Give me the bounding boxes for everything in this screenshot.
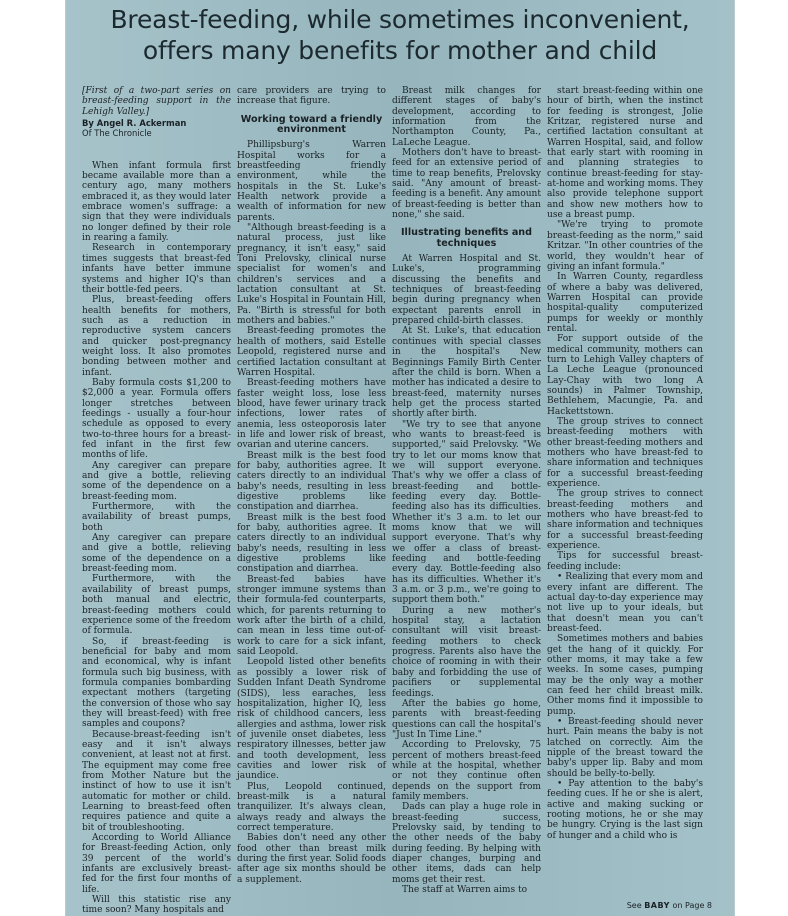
article-paragraph: Furthermore, with the availability of breast pumps, both manual and electric, breast-feeding mothers could experience some of the freedom of formula. <box>82 574 231 637</box>
article-paragraph: Breast-feeding mothers have faster weight loss, lose less blood, have fewer urinary track infections, lower rates of anemia, less osteoporosis later in life and lower risk of breast, ovarian and uterine cancers. <box>237 378 386 451</box>
column-2-body <box>237 140 386 885</box>
article-paragraph: Breast milk is the best food for baby, authorities agree. It caters directly to an individual baby's needs, resulting in less digestive problems like constipation and diarrhea. <box>237 450 386 513</box>
column-4 <box>547 86 703 894</box>
article-paragraph: According to Prelovsky, 75 percent of mothers breast-feed while at the hospital, whether or not they continue often depends on the support from family members. <box>392 740 541 802</box>
article-paragraph: Tips for successful breast-feeding include: <box>547 551 703 572</box>
subhead-benefits-techniques: Illustrating benefits and techniques <box>400 227 533 250</box>
column-1-body <box>82 161 231 916</box>
article-paragraph: Breast-fed babies have stronger immune systems than their formula-fed counterparts, which, for parents returning to work after the birth of a child, can mean in less time out-of-work to care for a sick infant, said Leopold. <box>237 574 386 658</box>
article-paragraph: After the babies go home, parents with breast-feeding questions can call the hospital's "Just In Time Line." <box>392 698 541 740</box>
article-paragraph: The group strives to connect breast-feeding mothers with other breast-feeding mothers and mothers who have breast-fed to share information and techniques for a successful breast-feeding experience. <box>547 417 703 490</box>
headline-line-2: offers many benefits for mother and child <box>142 36 658 65</box>
article-paragraph: Leopold listed other benefits as possibly a lower risk of Sudden Infant Death Syndrome (SIDS), less earaches, less hospitalization, higher IQ, less risk of childhood cancers, less allergies and asthma, lower risk of juvenile onset diabetes, less respiratory illnesses, better jaw and tooth development, less cavities and lower risk of jaundice. <box>237 657 386 782</box>
article-paragraph: Breast milk changes for different stages of baby's development, according to information from the Northampton County, Pa., LaLeche League. <box>392 86 541 148</box>
subhead-friendly-environment: Working toward a friendly environment <box>240 113 383 136</box>
article-paragraph: At Warren Hospital and St. Luke's, programming discussing the benefits and techniques of breast-feeding begin during pregnancy when expectant parents enroll in prepared child-birth classes. <box>392 254 541 327</box>
column-4-body <box>547 86 703 841</box>
article-paragraph: "We're trying to promote breast-feeding as the norm," said Kritzar. "In other countries of the world, they wouldn't hear of giving an infant formula." <box>547 220 703 272</box>
article-paragraph: Sometimes mothers and babies get the hang of it quickly. For other moms, it may take a few weeks. In some cases, pumping may be the only way a mother can feed her child breast milk. Other moms find it impossible to pump. <box>547 634 703 717</box>
article-paragraph: Phillipsburg's Warren Hospital works for a breastfeeding friendly environment, while the hospitals in the St. Luke's Health network provide a wealth of information for new parents. <box>237 140 386 223</box>
article-paragraph: During a new mother's hospital stay, a lactation consultant will visit breast-feeding mothers to check progress. Parents also have the choice of rooming in with their baby and forbidding the use of pacifiers or supplemental feedings. <box>392 605 541 699</box>
article-paragraph: Research in contemporary times suggests that breast-fed infants have better immune systems and higher IQ's than their bottle-fed peers. <box>82 243 231 295</box>
article-paragraph: So, if breast-feeding is beneficial for baby and mom and economical, why is infant formula such big business, with formula companies bombarding expectant mothers (targeting the conversion of those who say they will breast-feed) with free samples and coupons? <box>82 636 231 730</box>
series-intro: [First of a two-part series on breast-feeding support in the Lehigh Valley.] <box>82 86 231 117</box>
column-2 <box>237 86 386 894</box>
article-paragraph: Mothers don't have to breast-feed for an extensive period of time to reap benefits, Prelovsky said. "Any amount of breast-feeding is a benefit. Any amount of breast-feeding is better than none," she said. <box>392 148 541 221</box>
column-3-body <box>392 254 541 895</box>
jump-see: See <box>626 901 642 910</box>
byline-organization: Of The Chronicle <box>82 128 152 139</box>
article-paragraph: Any caregiver can prepare and give a bottle, relieving some of the dependence on a breast-feeding mom. <box>82 460 231 502</box>
article-paragraph: In Warren County, regardless of where a baby was delivered, Warren Hospital can provide hospital-quality computerized pumps for weekly or monthly rental. <box>547 272 703 334</box>
continued-jump-line <box>627 901 712 910</box>
article-paragraph: Plus, breast-feeding offers health benefits for mothers, such as a reduction in reproductive system cancers and quicker post-pregnancy weight loss. It also promotes bonding between mother and infant. <box>82 295 231 378</box>
article-paragraph: • Pay attention to the baby's feeding cues. If he or she is alert, active and making sucking or rooting motions, he or she may be hungry. Crying is the last sign of hunger and a child who is <box>547 779 703 841</box>
article-paragraph: Plus, Leopold continued, breast-milk is a natural tranquilizer. It's always clean, always ready and always the correct temperature. <box>237 781 386 833</box>
article-paragraph: Baby formula costs $1,200 to $2,000 a year. Formula offers longer stretches between feedings - usually a four-hour schedule as opposed to every two-to-three hours for a breast-fed infant in the first few months of life. <box>82 377 231 461</box>
article-paragraph: The staff at Warren aims to <box>402 885 528 896</box>
article-paragraph: start breast-feeding within one hour of birth, when the instinct for feeding is strongest, Jolie Kritzar, registered nurse and certified lactation consultant at Warren Hospital, said, and follow that early start with rooming in and planning strategies to continue breast-feeding for stay-at-home and working moms. They also provide telephone support and show new mothers how to use a breast pump. <box>547 86 703 221</box>
jump-keyword: BABY <box>644 901 670 910</box>
column-3-top <box>392 86 541 220</box>
article-paragraph: According to World Alliance for Breast-feeding Action, only 39 percent of the world's infants are exclusively breast-fed for the first four months of life. <box>82 833 231 895</box>
article-paragraph: Breast milk is the best food for baby, authorities agree. It caters directly to an individual baby's needs, resulting in less digestive problems like constipation and diarrhea. <box>237 512 386 575</box>
column-2-top: care providers are trying to increase that figure. <box>237 86 386 107</box>
article-paragraph: Will this statistic rise any time soon? Many hospitals and <box>82 895 231 916</box>
article-headline <box>66 4 734 66</box>
article-paragraph: Any caregiver can prepare and give a bottle, relieving some of the dependence on a breast-feeding mom. <box>82 533 231 575</box>
article-paragraph: • Realizing that every mom and every infant are different. The actual day-to-day experience may not live up to your ideals, but that doesn't mean you can't breast-feed. <box>547 572 703 634</box>
article-paragraph: • Breast-feeding should never hurt. Pain means the baby is not latched on correctly. Aim the nipple of the breast toward the baby's upper lip. Baby and mom should be belly-to-belly. <box>547 716 703 779</box>
byline: By Angel R. Ackerman <box>82 118 187 129</box>
article-paragraph: The group strives to connect breast-feeding mothers and mothers who have breast-fed to share information and techniques for a successful breast-feeding experience. <box>547 489 703 552</box>
article-paragraph: At St. Luke's, that education continues with special classes in the hospital's New Beginnings Family Birth Center after the child is born. When a mother has indicated a desire to breast-feed, maternity nurses help get the process started shortly after birth. <box>392 326 541 420</box>
article-paragraph: When infant formula first became available more than a century ago, many mothers embraced it, as they would later embrace women's suffrage: a sign that they were individuals no longer defined by their role in rearing a family. <box>82 160 231 244</box>
article-paragraph: "We try to see that anyone who wants to breast-feed is supported," said Prelovsky. "We try to let our moms know that we will support everyone. That's why we offer a class of breast-feeding and bottle-feeding every day. Bottle-feeding also has its difficulties. Whether it's 3 a.m. to let our moms know that we will support everyone. That's why we offer a class of breast-feeding and bottle-feeding every day. Bottle-feeding also has its difficulties. Whether it's 3 a.m. or 3 p.m., we're going to support them both." <box>392 419 541 606</box>
newspaper-clipping <box>66 0 734 916</box>
jump-page: on Page 8 <box>672 901 712 910</box>
column-3 <box>392 86 541 894</box>
column-1 <box>82 86 231 916</box>
article-paragraph: For support outside of the medical community, mothers can turn to Lehigh Valley chapters of La Leche League (pronounced Lay-Chay with two long A sounds) in Palmer Township, Bethlehem, Macungie, Pa. and Hackettstown. <box>547 334 703 417</box>
headline-line-1: Breast-feeding, while sometimes inconvenient, <box>110 5 690 34</box>
article-paragraph: "Although breast-feeding is a natural process, just like pregnancy, it isn't easy," said Toni Prelovsky, clinical nurse specialist for women's and children's services and a lactation consultant at St. Luke's Hospital in Fountain Hill, Pa. "Birth is stressful for both mothers and babies." <box>237 223 386 327</box>
article-paragraph: Babies don't need any other food other than breast milk during the first year. Solid foods after age six months should be a supplement. <box>237 833 386 885</box>
article-paragraph: Breast-feeding promotes the health of mothers, said Estelle Leopold, registered nurse and certified lactation consultant at Warren Hospital. <box>237 326 386 378</box>
article-paragraph: Dads can play a huge role in breast-feeding success, Prelovsky said, by tending to the other needs of the baby during feeding. By helping with diaper changes, burping and other items, dads can help moms get their rest. <box>392 802 541 885</box>
article-paragraph: Because-breast-feeding isn't easy and it isn't always convenient, at least not at first. The equipment may come free from Mother Nature but the instinct of how to use it isn't automatic for mother or child. Learning to breast-feed often requires patience and quite a bit of troubleshooting. <box>82 729 231 833</box>
article-paragraph: Furthermore, with the availability of breast pumps, both <box>82 502 231 533</box>
